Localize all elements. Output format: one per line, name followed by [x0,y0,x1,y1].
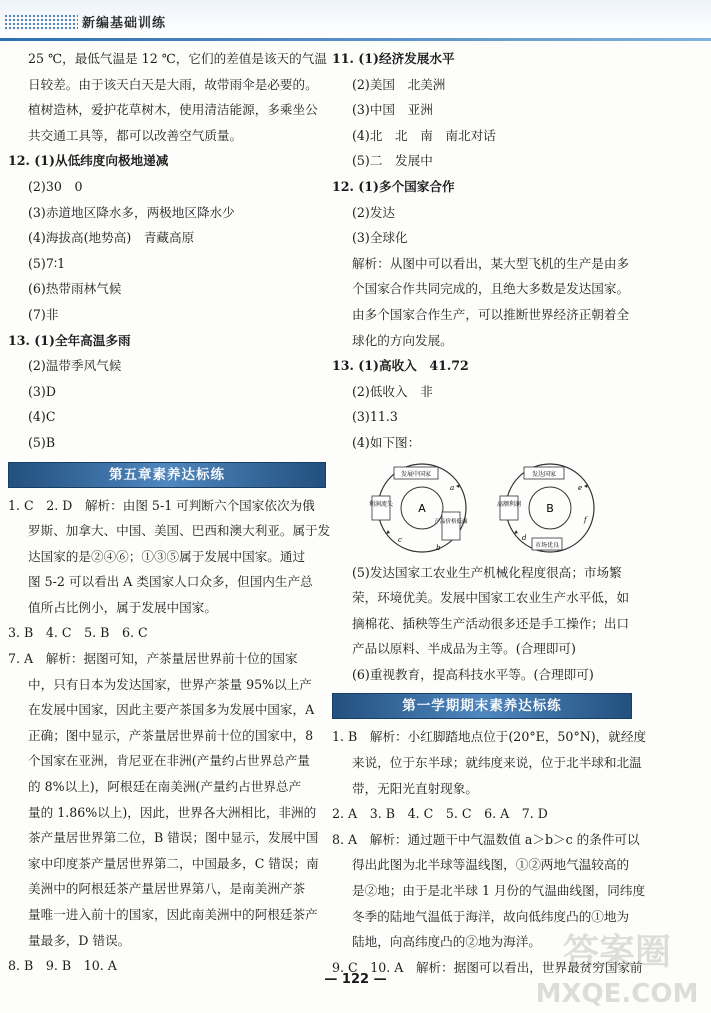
answer-line: 中，只有日本为发达国家，世界产茶量 95%以上产 [28,676,312,692]
answer-line: 个国家合作共同完成的，且绝大多数是发达国家。 [352,281,630,297]
right-column-top [332,46,632,456]
answer-line: 个国家在亚洲，肯尼亚在非洲(产量约占世界总产量 [28,753,310,769]
answer-line: 量最多，D 错误。 [28,932,131,948]
answer-line: 球化的方向发展。 [352,332,453,348]
answer-line: 达国家的是②④⑥；①③⑤属于发展中国家。通过 [28,548,306,564]
answer-line: (2)发达 [352,204,396,220]
circle-b-group [497,464,594,552]
answer-line: (6)重视教育，提高科技水平等。(合理即可) [352,666,594,682]
answer-line: 25 ℃，最低气温是 12 ℃，它们的差值是该天的气温 [28,51,327,66]
answer-line: 正确；图中显示，产茶量居世界前十位的国家中，8 [28,727,314,743]
circle-b-label-bottom: 市场优良 [534,541,560,549]
right-column [332,46,647,980]
header-dot-pattern [4,14,78,30]
answer-line: 陆地，向高纬度凸的②地为海洋。 [352,934,541,950]
answer-line: 美洲中的阿根廷茶产量居世界第八，是南美洲产茶 [28,881,306,897]
answer-line: 1. C 2. D 解析：由图 5-1 可判断六个国家依次为俄 [8,497,315,513]
answer-line: (5)7∶1 [28,255,66,271]
development-cycle-diagram [368,460,632,556]
answer-line: 是②地；由于是北半球 1 月份的气温曲线图，同纬度 [352,883,646,899]
answer-line: (4)北 北 南 南北对话 [352,127,496,143]
answer-line: 1. B 解析：小红脚踏地点位于(20°E，50°N)，就经度 [332,729,647,745]
answer-line: 冬季的陆地气温低于海洋，故向低纬度凸的①地为 [352,908,630,924]
answer-line: 解析：从图中可以看出，某大型飞机的生产是由多 [352,255,630,271]
answer-line: 13. (1)高收入 41.72 [332,358,469,374]
watermark-top-text: 答案圈 [562,932,672,973]
page-header [0,0,711,44]
section-heading: 第一学期期末素养达标练 [332,693,632,719]
answer-line: (2)30 0 [28,178,83,194]
diagram-svg [368,460,612,556]
circle-b-label-e: e [578,483,583,492]
circle-a-label-left: 利润流失 [368,500,394,508]
answer-line: 产品以原料、半成品为主等。(合理即可) [352,641,576,657]
circle-b-center: B [546,501,554,515]
answer-line: 值所占比例小，属于发展中国家。 [28,599,217,615]
circle-b-label-f: f [584,515,587,524]
page-number: — 122 — [324,972,387,987]
answer-line: 茶产量居世界第二位，B 错误；图中显示，发展中国 [28,830,319,846]
answer-line: (2)温带季风气候 [28,358,122,374]
answer-line: (3)11.3 [352,409,398,425]
answer-line: (7)非 [28,306,59,322]
answer-line: 7. A 解析：据图可知，产茶量居世界前十位的国家 [8,651,298,667]
answer-line: 荣，环境优美。发展中国家工农业生产水平低，如 [352,590,630,606]
circle-b-arrow-1 [584,484,588,488]
answer-line: (5)B [28,434,56,450]
answer-line: 13. (1)全年高温多雨 [8,332,131,348]
right-column-bottom [332,560,647,981]
circle-b-label-d: d [522,533,527,542]
answer-line: (6)热带雨林气候 [28,281,122,297]
circle-a-label-b: b [436,543,441,552]
circle-a-label-c: c [398,535,402,544]
circle-b-label-top: 发达国家 [531,470,557,478]
answer-line: 在发展中国家，因此主要产茶国多为发展中国家，A [28,702,315,718]
answer-line: (4)如下图： [352,434,421,450]
circle-a-label-right: 产品价格低廉 [434,518,468,525]
circle-a-box-right [442,512,460,540]
circle-a-center: A [418,501,426,515]
site-watermark [533,920,701,1010]
answer-line: 量的 1.86%以上)，因此，世界各大洲相比，非洲的 [28,804,317,820]
circle-a-label-top: 发展中国家 [400,470,432,478]
answer-line: 2. A 3. B 4. C 5. C 6. A 7. D [332,806,548,822]
answer-line: 日较差。由于该天白天是大雨，故带雨伞是必要的。 [28,76,318,92]
section-heading: 第五章素养达标练 [8,462,326,488]
answer-line: (3)D [28,383,56,399]
answer-line: 8. B 9. B 10. A [8,958,117,974]
circle-a-arrow-1 [456,484,460,488]
answer-line: (4)海拔高(地势高) 青藏高原 [28,230,195,246]
answer-line: 3. B 4. C 5. B 6. C [8,625,148,641]
answer-line: 由多个国家合作生产，可以推断世界经济正朝着全 [352,306,630,322]
answer-line: 9. C 10. A 解析：据图可以看出，世界最贫穷国家前 [332,959,643,975]
circle-b-label-left: 高额利润 [496,500,522,508]
answer-line: 共交通工具等，都可以改善空气质量。 [28,127,243,143]
answer-line: 带，无阳光直射现象。 [352,780,478,796]
answer-line: 得出此图为北半球等温线图，①②两地气温较高的 [352,857,630,873]
answer-line: 植树造林，爱护花草树木，使用清洁能源，多乘坐公 [28,102,318,118]
answer-line: 8. A 解析：通过题干中气温数值 a＞b＞c 的条件可以 [332,831,640,847]
answer-line: (3)全球化 [352,230,408,246]
answer-line: (5)二 发展中 [352,153,433,169]
answer-line: (3)赤道地区降水多，两极地区降水少 [28,204,235,220]
circle-a-box-left [372,496,390,520]
circle-b-arrow-2 [514,530,518,534]
answer-line: 家中印度茶产量居世界第二，中国最多，C 错误；南 [28,855,319,871]
answer-line: 的 8%以上)，阿根廷在南美洲(产量约占世界总产 [28,779,302,795]
header-rule [0,38,711,41]
circle-b-box-left [500,496,518,520]
answer-line: (4)C [28,409,56,425]
answer-line: (2)低收入 非 [352,383,433,399]
watermark-bottom-text: MXQE.COM [535,979,699,1009]
answer-line: 12. (1)多个国家合作 [332,178,455,194]
answer-line: (3)中国 亚洲 [352,102,433,118]
circle-a-group [369,464,468,552]
answer-line: 摘棉花、插秧等生产活动很多还是手工操作；出口 [352,615,630,631]
answer-line: 量唯一进入前十的国家，因此南美洲中的阿根廷茶产 [28,907,318,922]
circle-a-label-a: a [450,483,455,492]
answer-line: 来说，位于东半球；就纬度来说，位于北半球和北温 [352,755,642,771]
circle-a-arrow-2 [386,530,390,534]
book-title: 新编基础训练 [82,16,167,31]
answer-line: 12. (1)从低纬度向极地递减 [8,153,169,169]
answer-line: 罗斯、加拿大、中国、美国、巴西和澳大利亚。属于发 [28,523,331,539]
answer-line: (2)美国 北美洲 [352,76,446,92]
answer-line: 图 5-2 可以看出 A 类国家人口众多，但国内生产总 [28,574,313,590]
left-column [8,46,331,979]
answer-line: 11. (1)经济发展水平 [332,51,455,66]
answer-line: (5)发达国家工农业生产机械化程度很高；市场繁 [352,564,622,580]
